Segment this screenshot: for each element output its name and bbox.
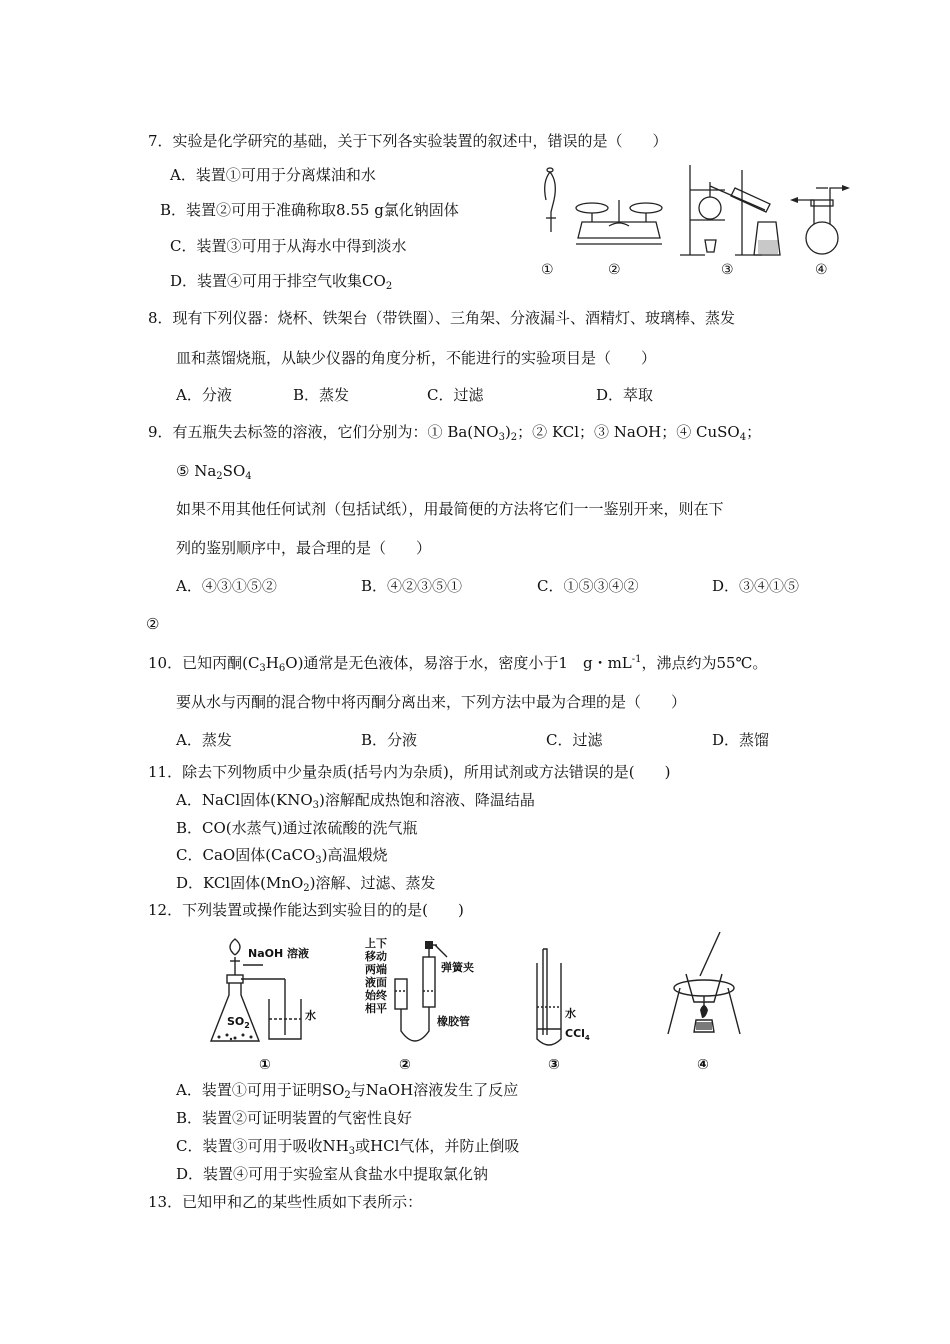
q13-stem: 13．已知甲和乙的某些性质如下表所示： [148,1193,423,1211]
q12-fig3-ccl4-label: CCl$_4$ [565,1027,590,1042]
q10-stem-line1: 10．已知丙酮$(C_3H_6O)$通常是无色液体，易溶于水，密度小于1 g・$mL^{-1}$，沸点约为55℃。 [148,654,768,674]
q12-fig-label-4: ④ [697,1057,709,1073]
q7-apparatus-figure [530,160,850,270]
q9-option-b: B．④②③⑤① [361,577,463,595]
q12-fig2-clip-label: 弹簧夹 [441,961,474,974]
q9-stem-line3: 如果不用其他任何试剂（包括试纸），用最简便的方法将它们一一鉴别开来，则在下 [176,500,724,518]
q12-fig3-water-label: 水 [565,1007,576,1020]
q12-fig-label-3: ③ [548,1057,560,1073]
q12-option-c: C．装置③可用于吸收$NH_3$或HCl气体，并防止倒吸 [176,1137,520,1157]
q8-option-d: D．萃取 [596,386,654,404]
q7-fig-label-4: ④ [815,262,828,278]
q10-option-c: C．过滤 [546,731,603,749]
q10-option-a: A．蒸发 [176,731,232,749]
q12-fig2-lr-4: 液面 [365,976,387,989]
q12-figure-2 [365,935,495,1055]
q11-option-c: C．CaO固体(CaCO$_3$)高温煅烧 [176,846,388,866]
q7-option-a: A．装置①可用于分离煤油和水 [170,166,376,184]
q7-fig-label-2: ② [608,262,621,278]
q9-option-c: C．①⑤③④② [537,577,639,595]
q7-fig-label-1: ① [541,262,554,278]
q12-fig2-lr-2: 移动 [365,950,387,963]
q8-option-b: B．蒸发 [293,386,350,404]
q9-option-d: D．③④①⑤ [712,577,800,595]
q8-stem-line2: 皿和蒸馏烧瓶，从缺少仪器的角度分析，不能进行的实验项目是（ ） [176,349,657,367]
q12-fig1-naoh-label: NaOH 溶液 [248,947,310,960]
q12-figure-1 [205,935,325,1055]
q12-figure-3 [525,935,590,1055]
q7-option-c: C．装置③可用于从海水中得到淡水 [170,237,407,255]
q12-option-d: D．装置④可用于实验室从食盐水中提取氯化钠 [176,1165,489,1183]
q11-option-b: B．CO(水蒸气)通过浓硫酸的洗气瓶 [176,819,418,837]
q12-fig1-water-label: 水 [305,1009,316,1022]
q9-option-a: A．④③①⑤② [176,577,277,595]
q12-fig2-lr-5: 始终 [365,989,387,1002]
q8-option-c: C．过滤 [427,386,484,404]
q11-option-a: A．NaCl固体$(KNO_3)$溶解配成热饱和溶液、降温结晶 [176,791,535,811]
q8-stem-line1: 8．现有下列仪器：烧杯、铁架台（带铁圈）、三角架、分液漏斗、酒精灯、玻璃棒、蒸发 [148,309,736,327]
q7-fig-label-3: ③ [721,262,734,278]
q7-stem: 7．实验是化学研究的基础，关于下列各实验装置的叙述中，错误的是（ ） [148,132,668,150]
q12-stem: 12．下列装置或操作能达到实验目的的是( ) [148,901,464,919]
q11-option-d: D．KCl固体(MnO$_2$)溶解、过滤、蒸发 [176,874,436,894]
q7-option-d: D．装置④可用于排空气收集$CO_2$ [170,272,393,292]
q12-fig2-rubber-label: 橡胶管 [437,1015,470,1028]
q12-option-a: A．装置①可用于证明$SO_2$与NaOH溶液发生了反应 [176,1081,519,1101]
q9-stem-line1: 9．有五瓶失去标签的溶液，它们分别为：① $Ba(NO_3)_2$；② KCl；③ NaOH；④ CuSO$_4$； [148,423,762,443]
q11-stem: 11．除去下列物质中少量杂质(括号内为杂质)，所用试剂或方法错误的是( ) [148,763,671,781]
q12-fig1-so2: $SO_2$ [227,1015,250,1030]
q8-option-a: A．分液 [176,386,232,404]
q9-stem-line4: 列的鉴别顺序中，最合理的是（ ） [176,539,432,557]
q12-figure-4 [660,930,750,1050]
q10-option-d: D．蒸馏 [712,731,770,749]
q9-option-d-wrap: ② [146,615,160,633]
q12-fig-label-1: ① [259,1057,271,1073]
q10-stem-line2: 要从水与丙酮的混合物中将丙酮分离出来，下列方法中最为合理的是（ ） [176,693,687,711]
q12-fig2-lr-1: 上下 [365,937,387,950]
q12-fig-label-2: ② [399,1057,411,1073]
q12-option-b: B．装置②可证明装置的气密性良好 [176,1109,413,1127]
q12-fig2-lr-6: 相平 [365,1002,387,1015]
q10-option-b: B．分液 [361,731,418,749]
q7-option-b: B．装置②可用于准确称取8.55 g氯化钠固体 [160,201,459,219]
q9-stem-line2: ⑤ $Na_2SO_4$ [176,462,252,482]
q12-fig2-lr-3: 两端 [365,963,387,976]
